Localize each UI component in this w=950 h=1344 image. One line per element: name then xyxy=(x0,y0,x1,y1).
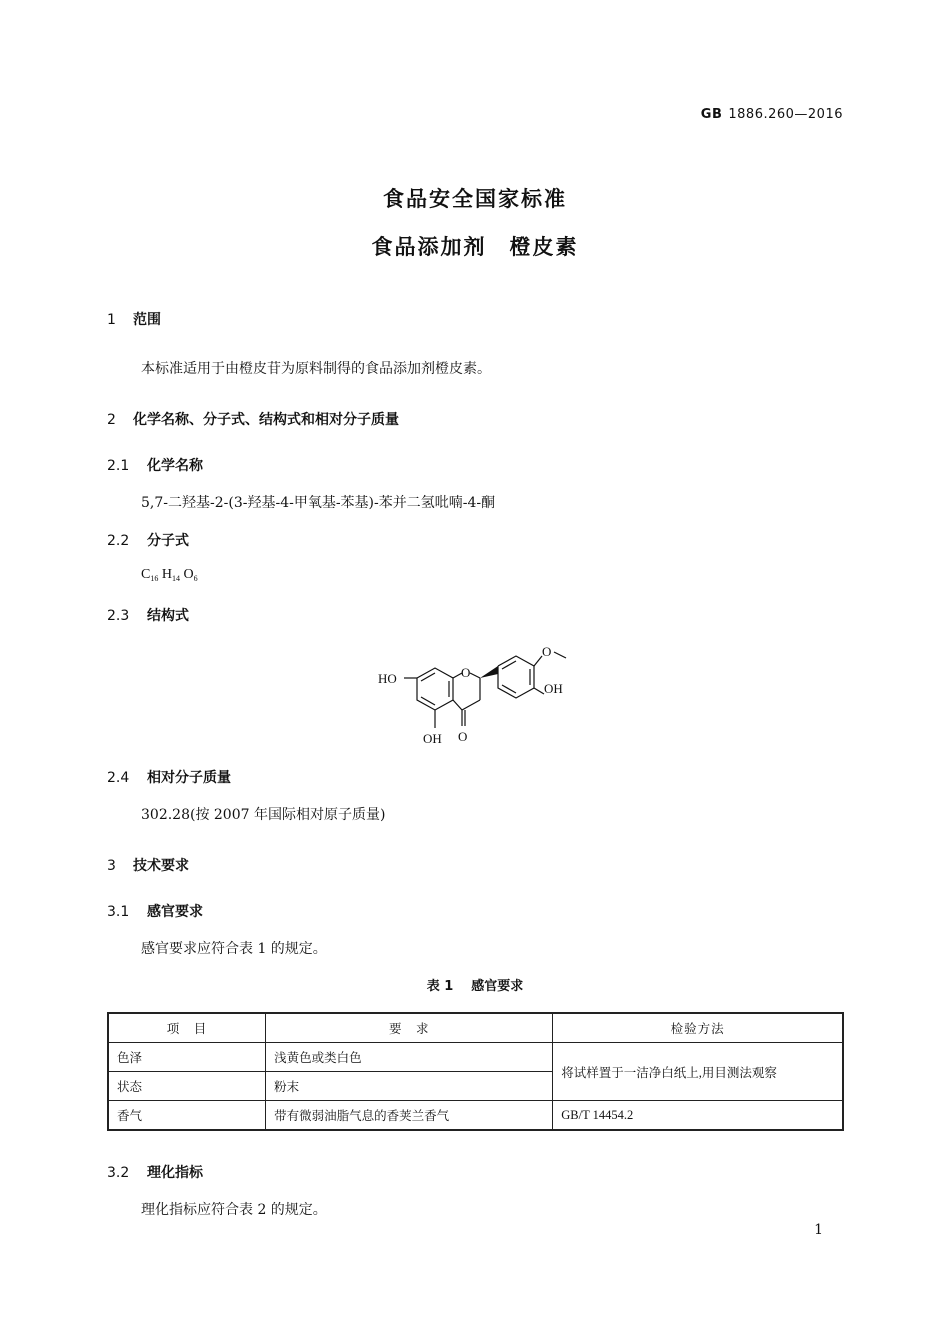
table-header-row xyxy=(108,1013,843,1043)
section-number: 2.4 xyxy=(107,770,130,786)
section-3-2-heading xyxy=(107,1162,203,1182)
cell-requirement: 浅黄色或类白色 xyxy=(266,1043,553,1072)
table-row xyxy=(108,1101,843,1131)
sensory-requirements-table xyxy=(107,1012,844,1131)
ring-oxygen-label: O xyxy=(461,665,471,680)
document-subtitle: 食品添加剂 橙皮素 xyxy=(371,235,579,259)
section-number: 2.1 xyxy=(107,458,130,474)
section-2-4-heading xyxy=(107,767,231,787)
section-3-heading xyxy=(107,855,189,875)
section-number: 1 xyxy=(107,312,116,328)
section-number: 2.3 xyxy=(107,608,130,624)
standard-prefix: GB xyxy=(700,107,723,122)
molecular-formula: $C_{16}$ $H_{14}$ $O_6$ xyxy=(141,567,198,583)
standard-number-header xyxy=(701,107,843,122)
methoxy-oxygen-label: O xyxy=(542,644,552,659)
table-number: 表 1 xyxy=(426,979,454,994)
column-header-method: 检验方法 xyxy=(553,1013,843,1043)
section-title: 化学名称 xyxy=(147,458,203,474)
cell-item: 状态 xyxy=(108,1072,266,1101)
section-3-2-text: 理化指标应符合表 2 的规定。 xyxy=(141,1202,327,1218)
cell-requirement: 粉末 xyxy=(266,1072,553,1101)
section-title: 感官要求 xyxy=(147,904,203,920)
table-row xyxy=(108,1043,843,1072)
stereo-wedge xyxy=(480,666,498,678)
keto-oxygen-label: O xyxy=(458,729,468,744)
page-number: 1 xyxy=(814,1222,823,1238)
structural-formula-diagram xyxy=(370,636,580,750)
section-title: 技术要求 xyxy=(133,858,189,874)
section-title: 分子式 xyxy=(147,533,189,549)
section-2-1-heading xyxy=(107,455,203,475)
column-header-item: 项 目 xyxy=(108,1013,266,1043)
section-number: 2 xyxy=(107,412,116,428)
section-2-3-heading xyxy=(107,605,189,625)
section-3-1-heading xyxy=(107,901,203,921)
table-1-caption xyxy=(0,975,950,994)
oh-label-right: OH xyxy=(544,681,563,696)
section-title: 相对分子质量 xyxy=(147,770,231,786)
section-2-heading xyxy=(107,409,399,429)
section-1-heading xyxy=(107,309,161,329)
cell-item: 色泽 xyxy=(108,1043,266,1072)
column-header-requirement: 要 求 xyxy=(266,1013,553,1043)
oh-label-bottom: OH xyxy=(423,731,442,746)
section-title: 结构式 xyxy=(147,608,189,624)
section-number: 2.2 xyxy=(107,533,130,549)
cell-item: 香气 xyxy=(108,1101,266,1131)
section-3-1-text: 感官要求应符合表 1 的规定。 xyxy=(141,941,327,957)
chemical-name-text: 5,7-二羟基-2-(3-羟基-4-甲氧基-苯基)-苯并二氢吡喃-4-酮 xyxy=(141,495,496,511)
table-title: 感官要求 xyxy=(471,979,524,994)
section-title: 理化指标 xyxy=(147,1165,203,1181)
section-1-text: 本标准适用于由橙皮苷为原料制得的食品添加剂橙皮素。 xyxy=(141,361,491,377)
cell-method-merged: 将试样置于一洁净白纸上,用目测法观察 xyxy=(553,1043,843,1101)
section-number: 3 xyxy=(107,858,116,874)
section-title: 化学名称、分子式、结构式和相对分子质量 xyxy=(133,412,399,428)
section-number: 3.2 xyxy=(107,1165,130,1181)
ho-label-left: HO xyxy=(378,671,397,686)
section-number: 3.1 xyxy=(107,904,130,920)
cell-requirement: 带有微弱油脂气息的香荚兰香气 xyxy=(266,1101,553,1131)
document-title: 食品安全国家标准 xyxy=(383,187,567,211)
section-2-2-heading xyxy=(107,530,189,550)
cell-method: GB/T 14454.2 xyxy=(553,1101,843,1131)
section-title: 范围 xyxy=(133,312,161,328)
standard-number: 1886.260—2016 xyxy=(728,107,843,122)
molecular-weight-text: 302.28(按 2007 年国际相对原子质量) xyxy=(141,807,386,823)
